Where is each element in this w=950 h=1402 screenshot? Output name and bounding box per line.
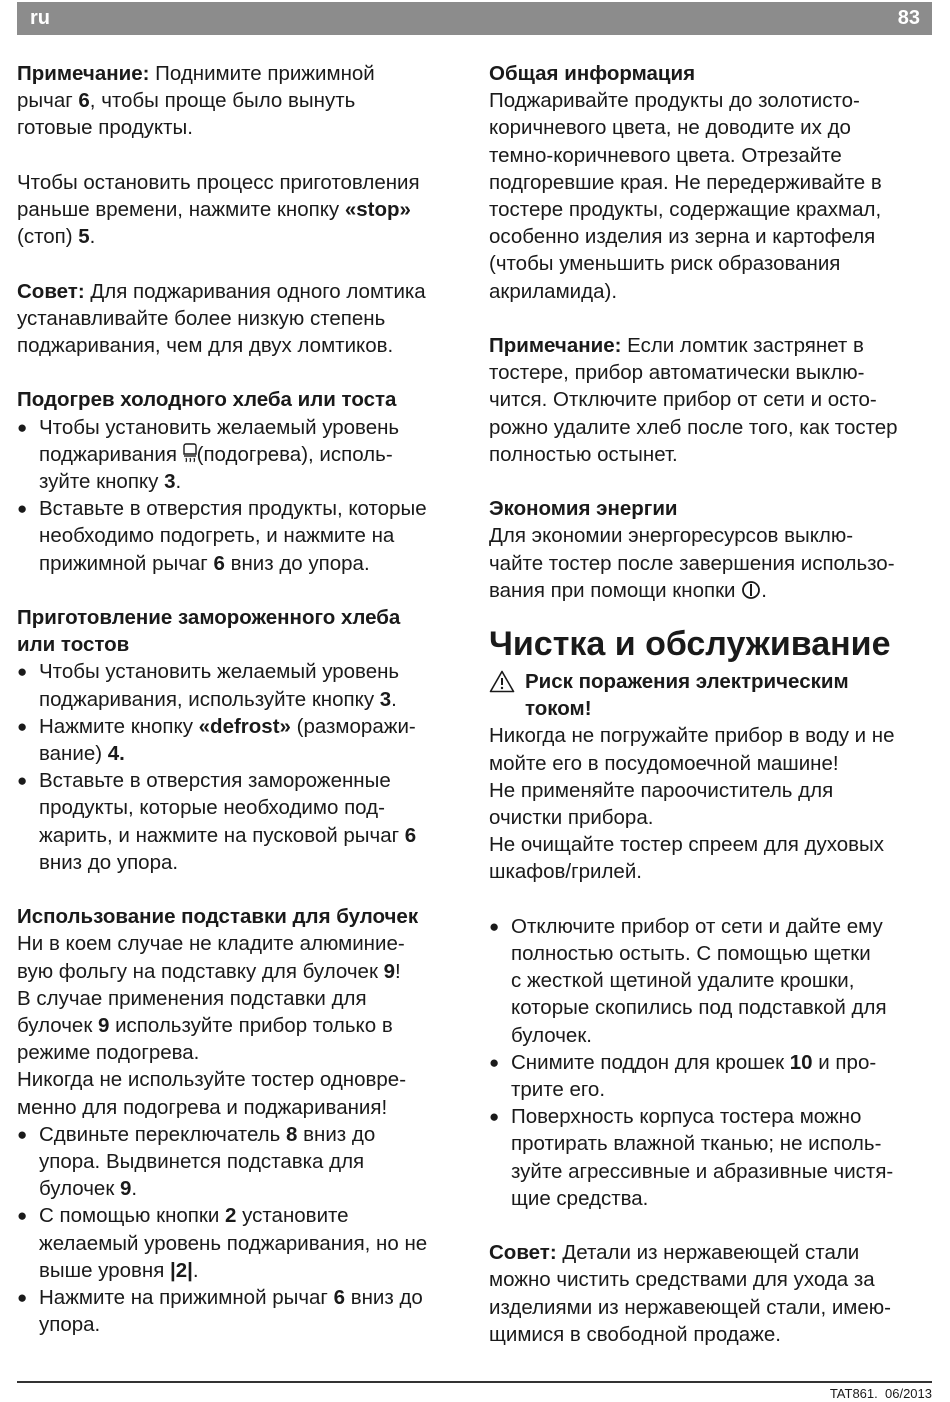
list-item: ● Отключите прибор от сети и дайте ему полностью остыть. С помощью щетки с жесткой щетиной удалите крошки, которые скопились под подставкой для булочек. xyxy=(489,913,934,1049)
list-item: ● Вставьте в отверстия замороженные продукты, которые необходимо под- жарить, и нажмите на пусковой рычаг 6 вниз до упора. xyxy=(17,767,467,876)
bun-heading: Использование подставки для булочек xyxy=(17,905,419,929)
warning-heading: Риск поражения электрическим током! xyxy=(489,668,934,722)
list-item: ● Нажмите кнопку «defrost» (разморажи- вание) 4. xyxy=(17,713,467,767)
list-item: ● Сдвиньте переключатель 8 вниз до упора. Выдвинется подставка для булочек 9. xyxy=(17,1121,467,1203)
bun-paragraph: Ни в коем случае не кладите алюминие- вую фольгу на подставку для булочек 9! В случае применения подставки для булочек 9 используйте прибор только в режиме подогрева. Никогда не используйте тостер одновре- менно для подогрева и поджаривания! xyxy=(17,932,407,1119)
right-column xyxy=(489,60,934,1348)
page-number: 83 xyxy=(897,7,920,29)
warning-triangle-icon xyxy=(489,670,515,693)
language-code: ru xyxy=(30,7,50,29)
reheat-icon xyxy=(183,442,197,464)
stop-paragraph: Чтобы остановить процесс приготовления раньше времени, нажмите кнопку «stop» (стоп) 5. xyxy=(17,170,420,249)
list-item: ● Снимите поддон для крошек 10 и про- трите его. xyxy=(489,1049,934,1103)
footer-rule xyxy=(17,1381,932,1383)
frozen-heading: Приготовление замороженного хлеба или тостов xyxy=(17,606,401,657)
warning-paragraph: Никогда не погружайте прибор в воду и не мойте его в посудомоечной машине! Не применяйте пароочиститель для очистки прибора. Не очищайте тостер спреем для духовых шкафов/грилей. xyxy=(489,724,895,884)
list-item: ● Поверхность корпуса тостера можно протирать влажной тканью; не исполь- зуйте агрессивные и абразивные чистя- щие средства. xyxy=(489,1103,934,1212)
footer-code: TAT861. 06/2013 xyxy=(829,1386,932,1401)
list-item: ● С помощью кнопки 2 установите желаемый уровень поджаривания, но не выше уровня |2|. xyxy=(17,1202,467,1284)
note-paragraph: Примечание: Если ломтик застрянет в тостере, прибор автоматически выклю- чится. Отключите прибор от сети и осто- рожно удалите хлеб после того, как тостер полностью остынет. xyxy=(489,334,898,466)
header-bar xyxy=(17,2,932,35)
general-heading: Общая информация xyxy=(489,62,696,85)
power-icon xyxy=(741,580,761,600)
tip-paragraph: Совет: Для поджаривания одного ломтика устанавливайте более низкую степень поджаривания, чем для двух ломтиков. xyxy=(17,279,426,357)
list-item: ● Чтобы установить желаемый уровень поджаривания (подогрева), исполь- зуйте кнопку 3. xyxy=(17,414,467,496)
energy-heading: Экономия энергии xyxy=(489,497,678,521)
list-item: ● Чтобы установить желаемый уровень поджаривания, используйте кнопку 3. xyxy=(17,658,467,712)
list-item: ● Вставьте в отверстия продукты, которые необходимо подогреть, и нажмите на прижимной рычаг 6 вниз до упора. xyxy=(17,495,467,577)
energy-paragraph: Для экономии энергоресурсов выклю- чайте тостер после завершения использо- вания при помощи кнопки . xyxy=(489,524,895,602)
tip-paragraph: Совет: Детали из нержавеющей стали можно чистить средствами для ухода за изделиями из нержавеющей стали, имею- щимися в свободной продаже. xyxy=(489,1241,892,1346)
section-title: Чистка и обслуживание xyxy=(489,625,891,664)
note-paragraph: Примечание: Поднимите прижимной рычаг 6, чтобы проще было вынуть готовые продукты. xyxy=(17,62,375,140)
left-column xyxy=(17,60,467,1338)
reheat-heading: Подогрев холодного хлеба или тоста xyxy=(17,388,397,412)
list-item: ● Нажмите на прижимной рычаг 6 вниз до упора. xyxy=(17,1284,467,1338)
general-paragraph: Поджаривайте продукты до золотисто- коричневого цвета, не доводите их до темно-коричневого цвета. Отрезайте подгоревшие края. Не передерживайте в тостере продукты, содержащие крахмал, особенно изделия из зерна и картофеля (чтобы уменьшить риск образования акриламида). xyxy=(489,89,882,303)
